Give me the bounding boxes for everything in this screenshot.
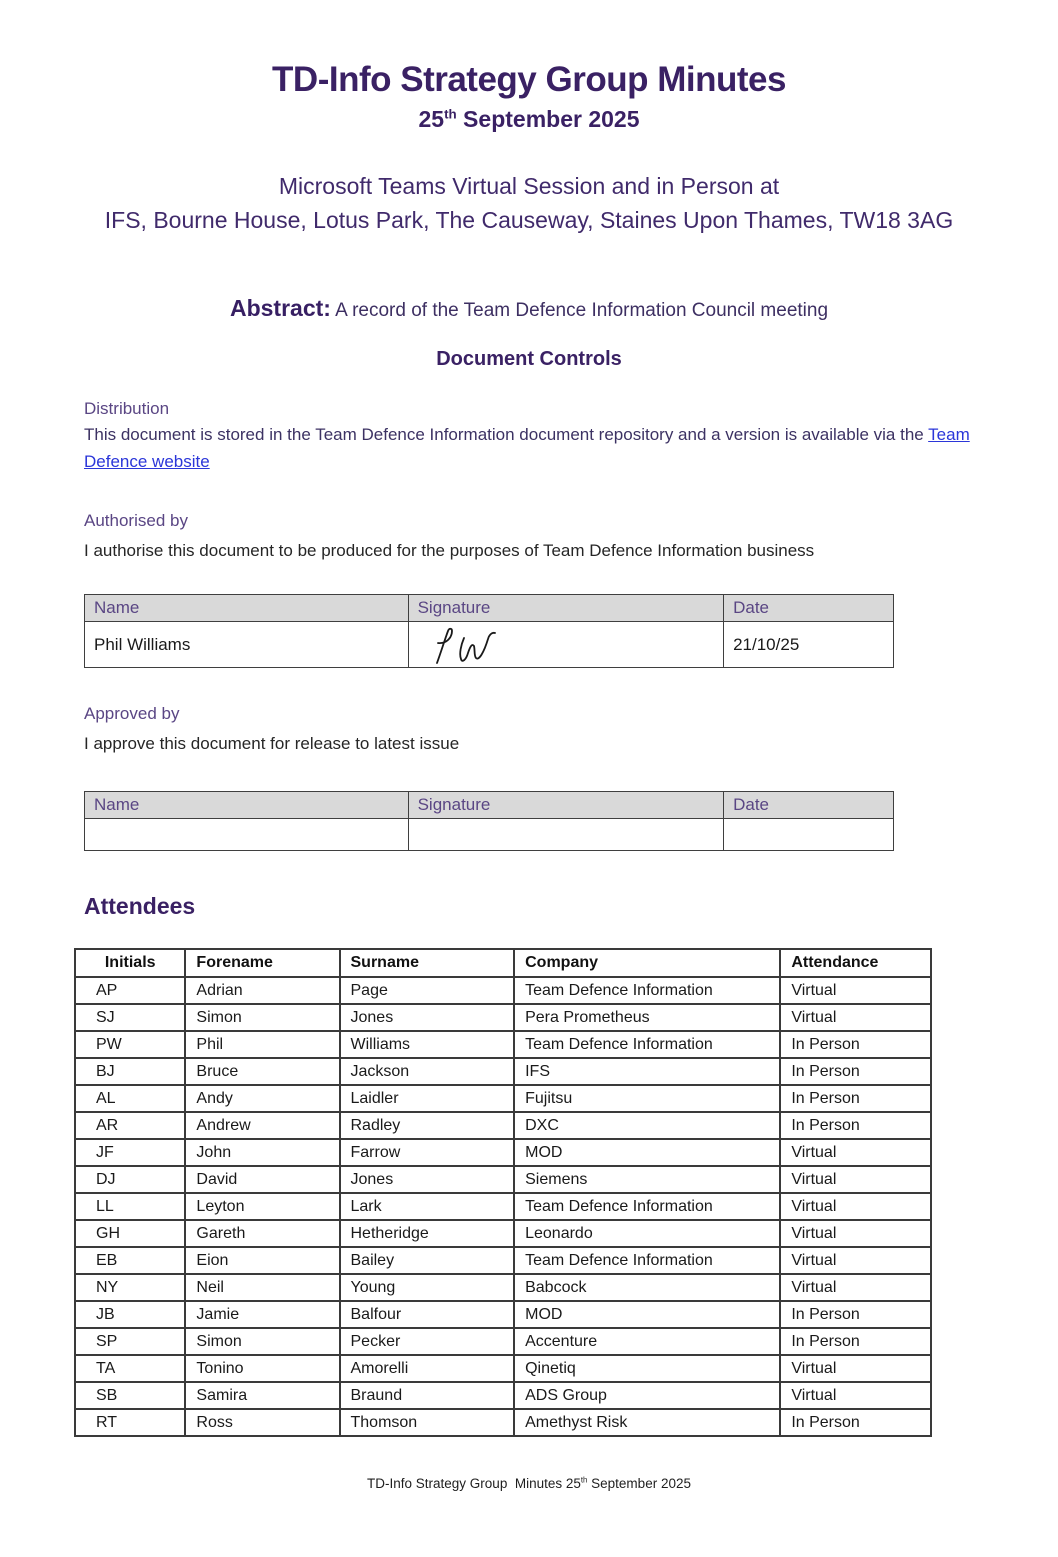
table-row (75, 1166, 931, 1193)
cell-forename: John (185, 1139, 339, 1166)
column-header-company: Company (514, 949, 780, 977)
column-header-signature: Signature (408, 595, 724, 622)
cell-date (724, 819, 894, 851)
attendees-heading: Attendees (84, 893, 196, 919)
cell-signature (408, 622, 724, 668)
cell-forename: Phil (185, 1031, 339, 1058)
session-location-line1: Microsoft Teams Virtual Session and in Person at (278, 173, 780, 199)
footer-suffix: September 2025 (587, 1476, 691, 1491)
table-row (75, 1328, 931, 1355)
cell-attendance: Virtual (780, 1193, 931, 1220)
column-header-name: Name (85, 792, 409, 819)
cell-initials: NY (75, 1274, 185, 1301)
cell-company: DXC (514, 1112, 780, 1139)
cell-surname: Balfour (340, 1301, 515, 1328)
cell-surname: Jones (340, 1004, 515, 1031)
cell-attendance: In Person (780, 1085, 931, 1112)
cell-attendance: In Person (780, 1328, 931, 1355)
table-header-row (85, 792, 894, 819)
cell-initials: AR (75, 1112, 185, 1139)
table-row (75, 1112, 931, 1139)
cell-forename: Adrian (185, 977, 339, 1004)
session-location (84, 169, 974, 237)
cell-attendance: Virtual (780, 1166, 931, 1193)
cell-name (85, 819, 409, 851)
table-row (75, 1193, 931, 1220)
table-row (75, 1382, 931, 1409)
cell-initials: SB (75, 1382, 185, 1409)
cell-attendance: Virtual (780, 1220, 931, 1247)
cell-surname: Page (340, 977, 515, 1004)
attendees-header-row (75, 949, 931, 977)
abstract-text: A record of the Team Defence Information Council meeting (330, 300, 829, 321)
column-header-date: Date (724, 595, 894, 622)
table-row (75, 1085, 931, 1112)
session-location-line2: IFS, Bourne House, Lotus Park, The Causeway, Staines Upon Thames, TW18 3AG (104, 207, 954, 233)
cell-attendance: In Person (780, 1058, 931, 1085)
cell-date: 21/10/25 (724, 622, 894, 668)
cell-initials: RT (75, 1409, 185, 1436)
cell-forename: Gareth (185, 1220, 339, 1247)
cell-company: MOD (514, 1139, 780, 1166)
cell-attendance: Virtual (780, 1247, 931, 1274)
attendees-table (74, 948, 932, 1437)
date-rest: September 2025 (456, 106, 640, 132)
cell-attendance: Virtual (780, 1139, 931, 1166)
cell-company: Accenture (514, 1328, 780, 1355)
cell-initials: AL (75, 1085, 185, 1112)
cell-attendance: Virtual (780, 1274, 931, 1301)
column-header-forename: Forename (185, 949, 339, 977)
cell-initials: BJ (75, 1058, 185, 1085)
cell-surname: Hetheridge (340, 1220, 515, 1247)
cell-surname: Braund (340, 1382, 515, 1409)
cell-attendance: Virtual (780, 977, 931, 1004)
document-controls-heading: Document Controls (436, 348, 622, 370)
cell-initials: DJ (75, 1166, 185, 1193)
cell-forename: David (185, 1166, 339, 1193)
table-row (85, 622, 894, 668)
table-row (75, 1301, 931, 1328)
approved-by-label: Approved by (84, 704, 180, 723)
cell-surname: Young (340, 1274, 515, 1301)
date-ordinal: th (444, 106, 457, 122)
distribution-text: This document is stored in the Team Defence Information document repository and a version is available via the (84, 425, 929, 444)
cell-company: Fujitsu (514, 1085, 780, 1112)
authorised-statement: I authorise this document to be produced for the purposes of Team Defence Information business (84, 541, 815, 560)
table-row (75, 1409, 931, 1436)
cell-company: Team Defence Information (514, 977, 780, 1004)
cell-attendance: In Person (780, 1409, 931, 1436)
distribution-label: Distribution (84, 399, 170, 418)
cell-forename: Samira (185, 1382, 339, 1409)
column-header-name: Name (85, 595, 409, 622)
table-row (75, 1004, 931, 1031)
cell-attendance: Virtual (780, 1004, 931, 1031)
column-header-attendance: Attendance (780, 949, 931, 977)
table-row (75, 1220, 931, 1247)
document-page (0, 60, 1058, 1557)
cell-surname: Pecker (340, 1328, 515, 1355)
cell-initials: PW (75, 1031, 185, 1058)
table-row (85, 819, 894, 851)
cell-initials: LL (75, 1193, 185, 1220)
team-defence-website-link[interactable]: Team Defence website (84, 425, 970, 471)
cell-name: Phil Williams (85, 622, 409, 668)
cell-surname: Thomson (340, 1409, 515, 1436)
cell-forename: Eion (185, 1247, 339, 1274)
cell-company: Pera Prometheus (514, 1004, 780, 1031)
table-row (75, 1031, 931, 1058)
cell-company: Team Defence Information (514, 1193, 780, 1220)
cell-initials: SJ (75, 1004, 185, 1031)
approved-signoff-table (84, 791, 894, 851)
column-header-date: Date (724, 792, 894, 819)
page-date (84, 106, 974, 133)
cell-company: Team Defence Information (514, 1247, 780, 1274)
page-title: TD-Info Strategy Group Minutes (272, 60, 786, 99)
cell-forename: Jamie (185, 1301, 339, 1328)
attendees-table-body (75, 977, 931, 1436)
cell-surname: Jackson (340, 1058, 515, 1085)
cell-surname: Lark (340, 1193, 515, 1220)
table-header-row (85, 595, 894, 622)
date-day: 25 (418, 106, 445, 132)
cell-initials: SP (75, 1328, 185, 1355)
cell-forename: Bruce (185, 1058, 339, 1085)
cell-company: Siemens (514, 1166, 780, 1193)
approved-statement: I approve this document for release to latest issue (84, 734, 460, 753)
cell-initials: TA (75, 1355, 185, 1382)
footer-prefix: TD-Info Strategy Group Minutes 25 (367, 1476, 581, 1491)
cell-company: IFS (514, 1058, 780, 1085)
footer-ordinal: th (580, 1475, 588, 1485)
cell-company: Babcock (514, 1274, 780, 1301)
cell-forename: Tonino (185, 1355, 339, 1382)
cell-forename: Neil (185, 1274, 339, 1301)
abstract-label: Abstract: (229, 295, 331, 321)
cell-surname: Laidler (340, 1085, 515, 1112)
cell-signature (408, 819, 724, 851)
cell-forename: Simon (185, 1328, 339, 1355)
cell-surname: Radley (340, 1112, 515, 1139)
cell-company: MOD (514, 1301, 780, 1328)
table-row (75, 1058, 931, 1085)
cell-initials: GH (75, 1220, 185, 1247)
column-header-initials: Initials (75, 949, 185, 977)
cell-attendance: In Person (780, 1031, 931, 1058)
cell-initials: JB (75, 1301, 185, 1328)
cell-surname: Williams (340, 1031, 515, 1058)
cell-surname: Amorelli (340, 1355, 515, 1382)
cell-forename: Andrew (185, 1112, 339, 1139)
authorised-by-label: Authorised by (84, 511, 188, 530)
authorised-signoff-table (84, 594, 894, 668)
cell-company: Team Defence Information (514, 1031, 780, 1058)
cell-forename: Leyton (185, 1193, 339, 1220)
cell-company: ADS Group (514, 1382, 780, 1409)
cell-company: Leonardo (514, 1220, 780, 1247)
table-row (75, 1139, 931, 1166)
cell-attendance: Virtual (780, 1355, 931, 1382)
cell-surname: Farrow (340, 1139, 515, 1166)
cell-attendance: In Person (780, 1301, 931, 1328)
column-header-surname: Surname (340, 949, 515, 977)
cell-company: Amethyst Risk (514, 1409, 780, 1436)
cell-attendance: In Person (780, 1112, 931, 1139)
table-row (75, 1274, 931, 1301)
cell-company: Qinetiq (514, 1355, 780, 1382)
table-row (75, 977, 931, 1004)
page-footer (0, 1476, 1058, 1491)
table-row (75, 1247, 931, 1274)
cell-attendance: Virtual (780, 1382, 931, 1409)
distribution-paragraph (84, 421, 974, 475)
handwritten-signature-pw (418, 625, 504, 665)
column-header-signature: Signature (408, 792, 724, 819)
cell-forename: Andy (185, 1085, 339, 1112)
cell-surname: Bailey (340, 1247, 515, 1274)
abstract (84, 295, 974, 322)
cell-initials: JF (75, 1139, 185, 1166)
cell-forename: Ross (185, 1409, 339, 1436)
cell-surname: Jones (340, 1166, 515, 1193)
cell-initials: EB (75, 1247, 185, 1274)
cell-initials: AP (75, 977, 185, 1004)
table-row (75, 1355, 931, 1382)
cell-forename: Simon (185, 1004, 339, 1031)
